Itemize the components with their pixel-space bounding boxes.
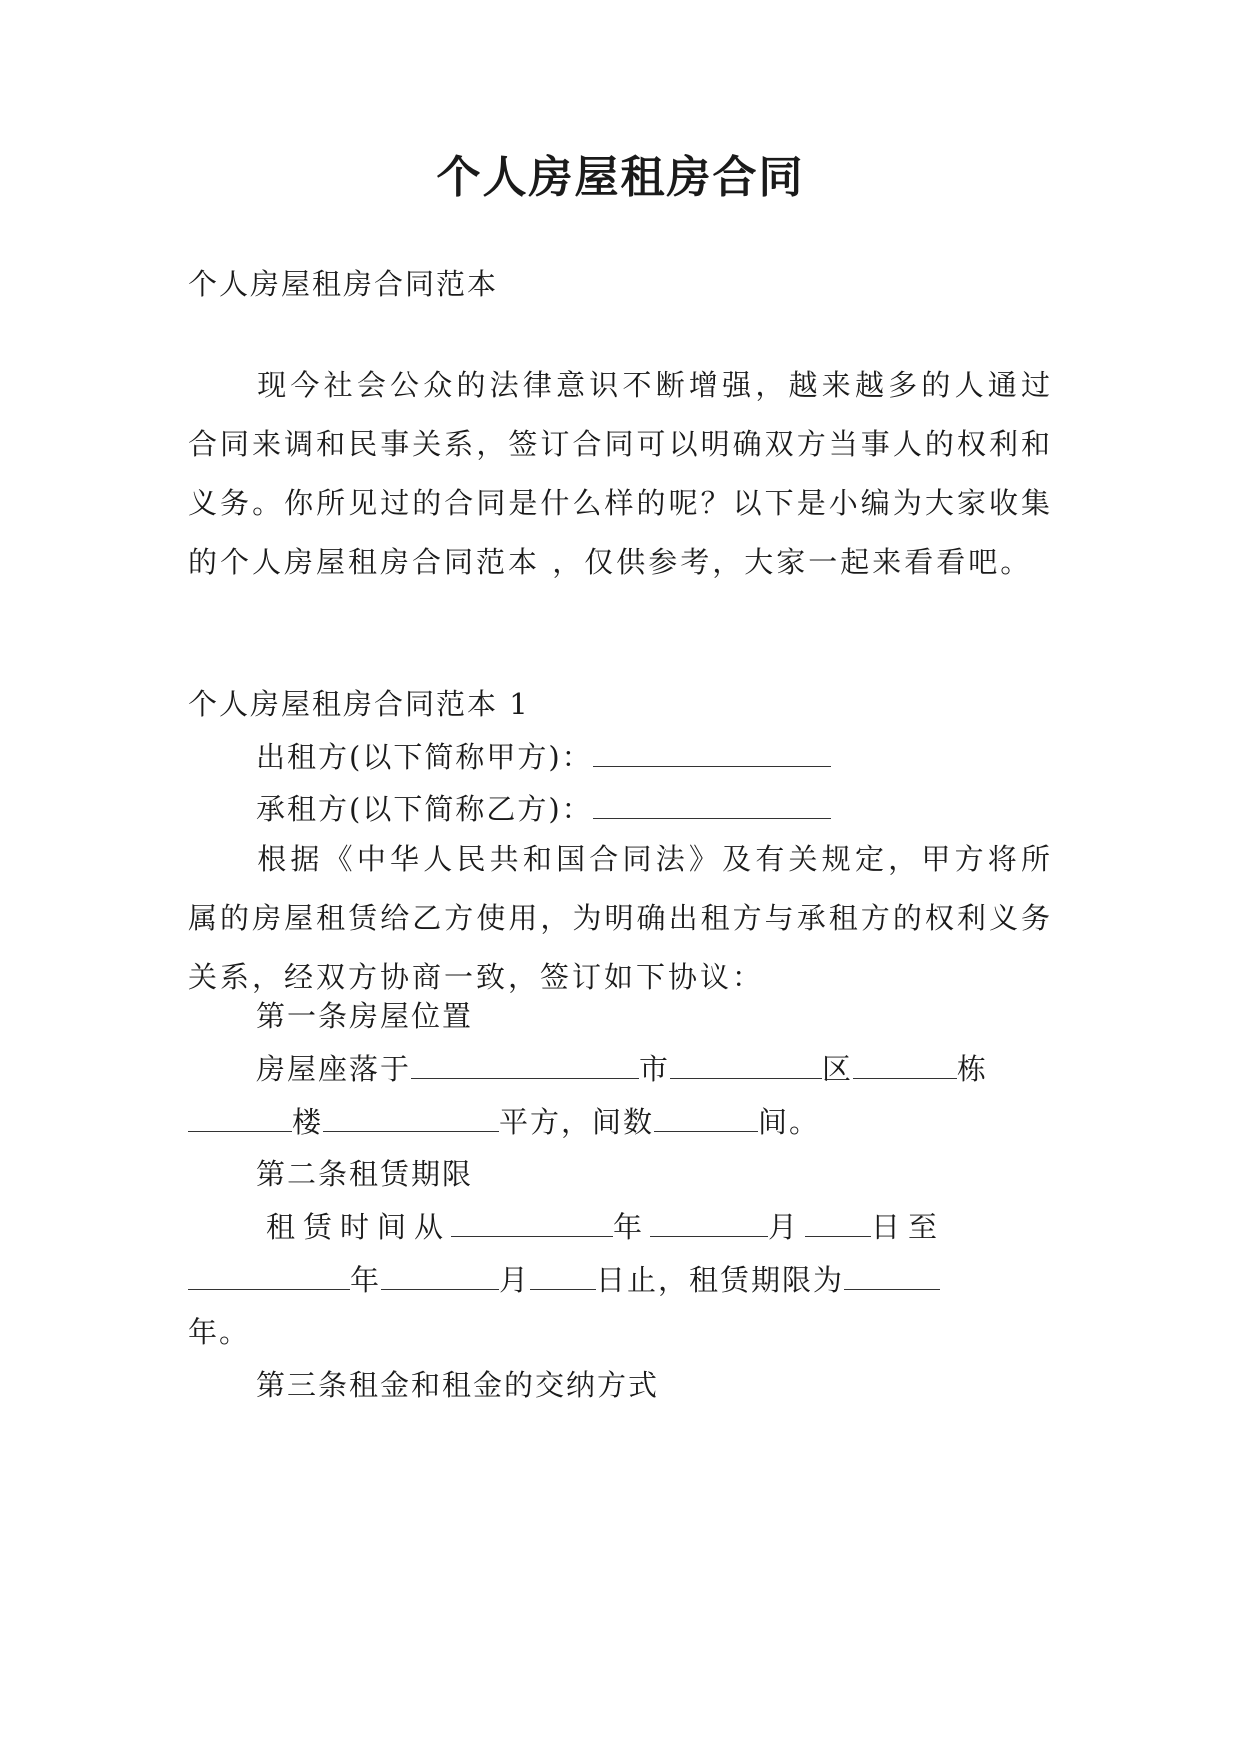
area-blank [323, 1103, 499, 1132]
start-day-blank [805, 1208, 871, 1237]
city-blank [670, 1050, 822, 1079]
article3-heading: 第三条租金和租金的交纳方式 [256, 1368, 660, 1402]
sample-heading: 个人房屋租房合同范本 1 [188, 687, 530, 721]
end-month-blank [381, 1261, 499, 1290]
article1-text-6: 平方，间数 [499, 1105, 655, 1139]
intro-text: 现今社会公众的法律意识不断增强，越来越多的人通过合同来调和民事关系，签订合同可以明确双方当事人的权利和义务。你所见过的合同是什么样的呢？以下是小编为大家收集的个人房屋租房合同范本 ，仅供参考，大家一起来看看吧。 [188, 368, 1053, 579]
article1-text-5: 楼 [292, 1105, 324, 1139]
document-title: 个人房屋租房合同 [436, 152, 805, 203]
article2-text-4: 日至 [871, 1210, 946, 1244]
end-day-blank [530, 1261, 596, 1290]
intro-paragraph [188, 356, 1053, 592]
lessee-line [256, 789, 1121, 829]
article2-heading: 第二条租赁期限 [256, 1157, 474, 1191]
article1-size-line [188, 1102, 1053, 1142]
lessee-blank [593, 790, 831, 819]
article2-period-line [266, 1207, 1131, 1247]
lessor-line [256, 737, 1121, 777]
article1-text-4: 栋 [957, 1052, 989, 1086]
basis-text: 根据《中华人民共和国合同法》及有关规定，甲方将所属的房屋租赁给乙方使用，为明确出租方与承租方的权利义务关系，经双方协商一致，签订如下协议： [188, 842, 1053, 994]
article2-text-6: 月 [499, 1263, 531, 1297]
building-blank [188, 1103, 292, 1132]
article2-end-line [188, 1260, 1053, 1300]
district-blank [853, 1050, 957, 1079]
subtitle: 个人房屋租房合同范本 [188, 267, 499, 301]
article1-text-1: 房屋座落于 [256, 1052, 412, 1086]
lessee-label: 承租方(以下简称乙方)： [256, 792, 593, 826]
end-year-blank [188, 1261, 350, 1290]
lessor-blank [593, 738, 831, 767]
article1-location-line [256, 1049, 1121, 1089]
article1-text-7: 间。 [758, 1105, 821, 1139]
article2-year-line: 年。 [188, 1315, 251, 1349]
article2-text-1: 租赁时间从 [266, 1210, 452, 1244]
start-month-blank [650, 1208, 768, 1237]
article2-text-7: 日止，租赁期限为 [596, 1263, 845, 1297]
article2-text-3: 月 [768, 1210, 806, 1244]
term-blank [844, 1261, 940, 1290]
article1-text-2: 市 [639, 1052, 671, 1086]
article1-heading: 第一条房屋位置 [256, 999, 474, 1033]
rooms-blank [654, 1103, 758, 1132]
article2-text-2: 年 [613, 1210, 651, 1244]
start-year-blank [451, 1208, 613, 1237]
article1-text-3: 区 [822, 1052, 854, 1086]
basis-paragraph [188, 830, 1053, 1007]
address-blank [411, 1050, 639, 1079]
lessor-label: 出租方(以下简称甲方)： [256, 740, 593, 774]
article2-text-5: 年 [350, 1263, 382, 1297]
